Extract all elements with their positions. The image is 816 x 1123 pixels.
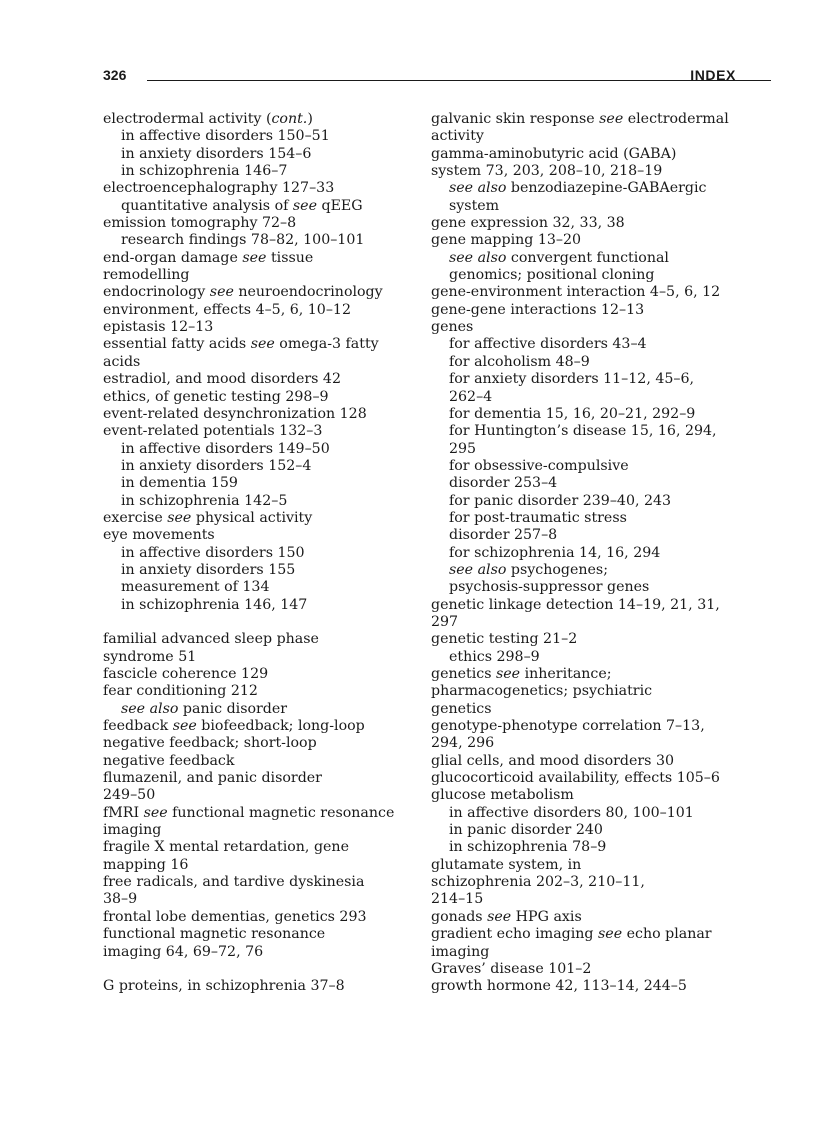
index-entry (103, 371, 403, 388)
entry-line: for panic disorder 239–40, 243 (449, 492, 672, 509)
index-subentry (431, 406, 741, 423)
entry-line: in panic disorder 240 (449, 822, 603, 839)
entry-line: fascicle coherence 129 (103, 666, 269, 682)
entry-continuation-line: disorder 253–4 (449, 475, 558, 492)
index-subentry (431, 839, 741, 856)
entry-line: gene mapping 13–20 (431, 232, 582, 249)
entry-line: quantitative analysis of see qEEG (121, 197, 363, 214)
index-subentry (103, 458, 403, 475)
entry-line: in anxiety disorders 154–6 (121, 145, 312, 162)
index-subentry (103, 579, 403, 596)
index-entry (103, 874, 403, 909)
index-entry (103, 683, 403, 700)
index-entry (103, 389, 403, 406)
entry-line: epistasis 12–13 (103, 319, 214, 336)
entry-continuation-line: 38–9 (103, 891, 138, 908)
index-entry (431, 666, 741, 718)
entry-continuation-line: 297 (431, 613, 459, 630)
index-subentry (431, 458, 741, 493)
index-entry (103, 978, 403, 995)
entry-line: genetics see inheritance; (431, 666, 612, 682)
entry-continuation-line: 294, 296 (431, 735, 495, 752)
index-subentry (431, 493, 741, 510)
entry-line: genotype-phenotype correlation 7–13, (431, 718, 705, 735)
entry-line: endocrinology see neuroendocrinology (103, 284, 383, 301)
entry-line: see also psychogenes; (449, 561, 608, 578)
entry-continuation-line: psychosis-suppressor genes (449, 579, 650, 596)
entry-line: fragile X mental retardation, gene (103, 839, 349, 856)
entry-continuation-line: negative feedback (103, 752, 235, 769)
entry-line: genetic testing 21–2 (431, 631, 578, 648)
entry-line: feedback see biofeedback; long-loop (103, 718, 365, 735)
index-subentry (431, 336, 741, 353)
index-subentry (103, 128, 403, 145)
index-entry (431, 978, 741, 995)
entry-line: research findings 78–82, 100–101 (121, 232, 365, 249)
entry-line: glial cells, and mood disorders 30 (431, 752, 675, 769)
index-entry (103, 302, 403, 319)
index-subentry (431, 250, 741, 285)
index-entry (431, 319, 741, 336)
index-subentry (431, 354, 741, 371)
index-entry (103, 666, 403, 683)
index-subentry (103, 562, 403, 579)
index-entry (431, 787, 741, 804)
index-entry (431, 631, 741, 648)
entry-line: electrodermal activity (cont.) (103, 111, 313, 127)
index-entry (431, 770, 741, 787)
entry-line: see also panic disorder (121, 700, 288, 717)
entry-line: for affective disorders 43–4 (449, 336, 647, 353)
entry-continuation-line: 249–50 (103, 787, 156, 804)
entry-continuation-line: imaging 64, 69–72, 76 (103, 943, 264, 960)
index-entry (431, 961, 741, 978)
index-entry (431, 718, 741, 753)
entry-line: ethics, of genetic testing 298–9 (103, 388, 329, 405)
index-entry (103, 336, 403, 371)
entry-line: functional magnetic resonance (103, 926, 326, 943)
index-subentry (103, 701, 403, 718)
index-subentry (103, 475, 403, 492)
entry-line: fMRI see functional magnetic resonance (103, 804, 395, 821)
index-entry (103, 319, 403, 336)
entry-line: free radicals, and tardive dyskinesia (103, 874, 365, 891)
entry-continuation-line: genomics; positional cloning (449, 267, 655, 284)
entry-line: flumazenil, and panic disorder (103, 770, 322, 787)
index-entry (103, 718, 403, 770)
index-subentry (431, 545, 741, 562)
index-entry (103, 423, 403, 440)
entry-continuation-line: genetics (431, 700, 492, 717)
entry-continuation-line: 214–15 (431, 891, 484, 908)
index-entry (431, 146, 741, 181)
entry-line: in affective disorders 80, 100–101 (449, 804, 694, 821)
index-entry (103, 510, 403, 527)
entry-line: see also benzodiazepine-GABAergic (449, 180, 707, 197)
entry-line: growth hormone 42, 113–14, 244–5 (431, 978, 687, 995)
index-subentry (103, 198, 403, 215)
entry-line: genes (431, 319, 474, 336)
entry-continuation-line: activity (431, 128, 484, 145)
index-subentry (431, 510, 741, 545)
index-subentry (103, 146, 403, 163)
entry-continuation-line: 295 (449, 440, 477, 457)
index-entry (431, 909, 741, 926)
entry-line: in anxiety disorders 152–4 (121, 457, 312, 474)
entry-line: exercise see physical activity (103, 509, 313, 526)
entry-line: in schizophrenia 146, 147 (121, 596, 308, 613)
index-entry (103, 839, 403, 874)
index-entry (103, 111, 403, 128)
index-subentry (103, 545, 403, 562)
entry-line: emission tomography 72–8 (103, 215, 297, 232)
entry-line: for dementia 15, 16, 20–21, 292–9 (449, 405, 696, 422)
entry-continuation-line: imaging (103, 822, 162, 839)
index-entry (103, 527, 403, 544)
index-subentry (431, 649, 741, 666)
entry-line: gene-environment interaction 4–5, 6, 12 (431, 284, 721, 301)
entry-continuation-line: remodelling (103, 267, 190, 284)
entry-line: glutamate system, in (431, 856, 582, 873)
entry-line: electroencephalography 127–33 (103, 180, 335, 197)
index-entry (103, 770, 403, 805)
index-subentry (103, 597, 403, 614)
index-entry (431, 284, 741, 301)
index-entry (431, 597, 741, 632)
entry-line: gene expression 32, 33, 38 (431, 215, 625, 232)
entry-line: gonads see HPG axis (431, 908, 582, 925)
index-entry (431, 302, 741, 319)
entry-line: end-organ damage see tissue (103, 249, 314, 266)
entry-line: environment, effects 4–5, 6, 10–12 (103, 301, 351, 318)
entry-line: eye movements (103, 527, 215, 544)
index-entry (103, 215, 403, 232)
entry-line: genetic linkage detection 14–19, 21, 31, (431, 596, 720, 613)
index-entry (431, 111, 741, 146)
entry-gap (103, 961, 403, 978)
index-entry (431, 232, 741, 249)
index-entry (103, 406, 403, 423)
entry-line: event-related potentials 132–3 (103, 423, 323, 440)
entry-continuation-line: acids (103, 353, 141, 370)
entry-line: in affective disorders 150–51 (121, 128, 330, 145)
entry-continuation-line: negative feedback; short-loop (103, 735, 317, 752)
index-entry (103, 909, 403, 926)
entry-line: in anxiety disorders 155 (121, 561, 296, 578)
entry-continuation-line: disorder 257–8 (449, 527, 558, 544)
entry-line: glucocorticoid availability, effects 105–6 (431, 770, 720, 787)
entry-line: event-related desynchronization 128 (103, 405, 367, 422)
entry-continuation-line: schizophrenia 202–3, 210–11, (431, 874, 645, 891)
entry-line: in affective disorders 150 (121, 544, 305, 561)
entry-line: Graves’ disease 101–2 (431, 960, 592, 977)
index-column-left (103, 111, 403, 996)
entry-continuation-line: system (449, 197, 500, 214)
index-subentry (103, 493, 403, 510)
entry-line: measurement of 134 (121, 579, 270, 596)
index-subentry (103, 163, 403, 180)
entry-line: gene-gene interactions 12–13 (431, 301, 645, 318)
entry-line: gradient echo imaging see echo planar (431, 926, 712, 943)
entry-line: essential fatty acids see omega-3 fatty (103, 336, 379, 353)
entry-line: familial advanced sleep phase (103, 631, 319, 648)
entry-line: for Huntington’s disease 15, 16, 294, (449, 423, 717, 440)
index-subentry (431, 371, 741, 406)
index-entry (431, 753, 741, 770)
index-subentry (103, 441, 403, 458)
entry-line: in schizophrenia 78–9 (449, 839, 607, 856)
index-subentry (431, 562, 741, 597)
index-entry (103, 284, 403, 301)
index-column-right (431, 111, 741, 996)
page-number: 326 (103, 67, 127, 83)
entry-line: G proteins, in schizophrenia 37–8 (103, 978, 345, 995)
entry-line: fear conditioning 212 (103, 683, 258, 700)
entry-line: glucose metabolism (431, 787, 574, 804)
index-entry (103, 805, 403, 840)
entry-continuation-line: pharmacogenetics; psychiatric (431, 683, 653, 700)
entry-line: in schizophrenia 146–7 (121, 163, 288, 180)
entry-continuation-line: mapping 16 (103, 856, 189, 873)
entry-line: for post-traumatic stress (449, 509, 627, 526)
index-subentry (103, 232, 403, 249)
entry-line: for schizophrenia 14, 16, 294 (449, 544, 661, 561)
entry-line: for alcoholism 48–9 (449, 353, 590, 370)
index-subentry (431, 805, 741, 822)
index-subentry (431, 822, 741, 839)
header-rule (147, 80, 771, 81)
entry-line: in affective disorders 149–50 (121, 440, 330, 457)
entry-continuation-line: system 73, 203, 208–10, 218–19 (431, 163, 663, 180)
index-entry (103, 631, 403, 666)
entry-continuation-line: imaging (431, 943, 490, 960)
entry-line: for anxiety disorders 11–12, 45–6, (449, 371, 695, 388)
entry-line: frontal lobe dementias, genetics 293 (103, 908, 367, 925)
index-entry (103, 180, 403, 197)
entry-line: gamma-aminobutyric acid (GABA) (431, 145, 677, 162)
index-entry (103, 250, 403, 285)
index-entry (431, 926, 741, 961)
index-subentry (431, 423, 741, 458)
entry-line: ethics 298–9 (449, 648, 540, 665)
index-entry (103, 926, 403, 961)
index-subentry (431, 180, 741, 215)
running-title: INDEX (690, 67, 736, 83)
entry-continuation-line: 262–4 (449, 388, 493, 405)
entry-line: in schizophrenia 142–5 (121, 492, 288, 509)
entry-line: galvanic skin response see electrodermal (431, 111, 729, 127)
index-entry (431, 857, 741, 909)
index-entry (431, 215, 741, 232)
entry-line: see also convergent functional (449, 249, 669, 266)
entry-line: for obsessive-compulsive (449, 457, 629, 474)
entry-continuation-line: syndrome 51 (103, 648, 197, 665)
entry-line: estradiol, and mood disorders 42 (103, 371, 341, 388)
entry-gap (103, 614, 403, 631)
entry-line: in dementia 159 (121, 475, 238, 492)
running-header (103, 67, 736, 87)
